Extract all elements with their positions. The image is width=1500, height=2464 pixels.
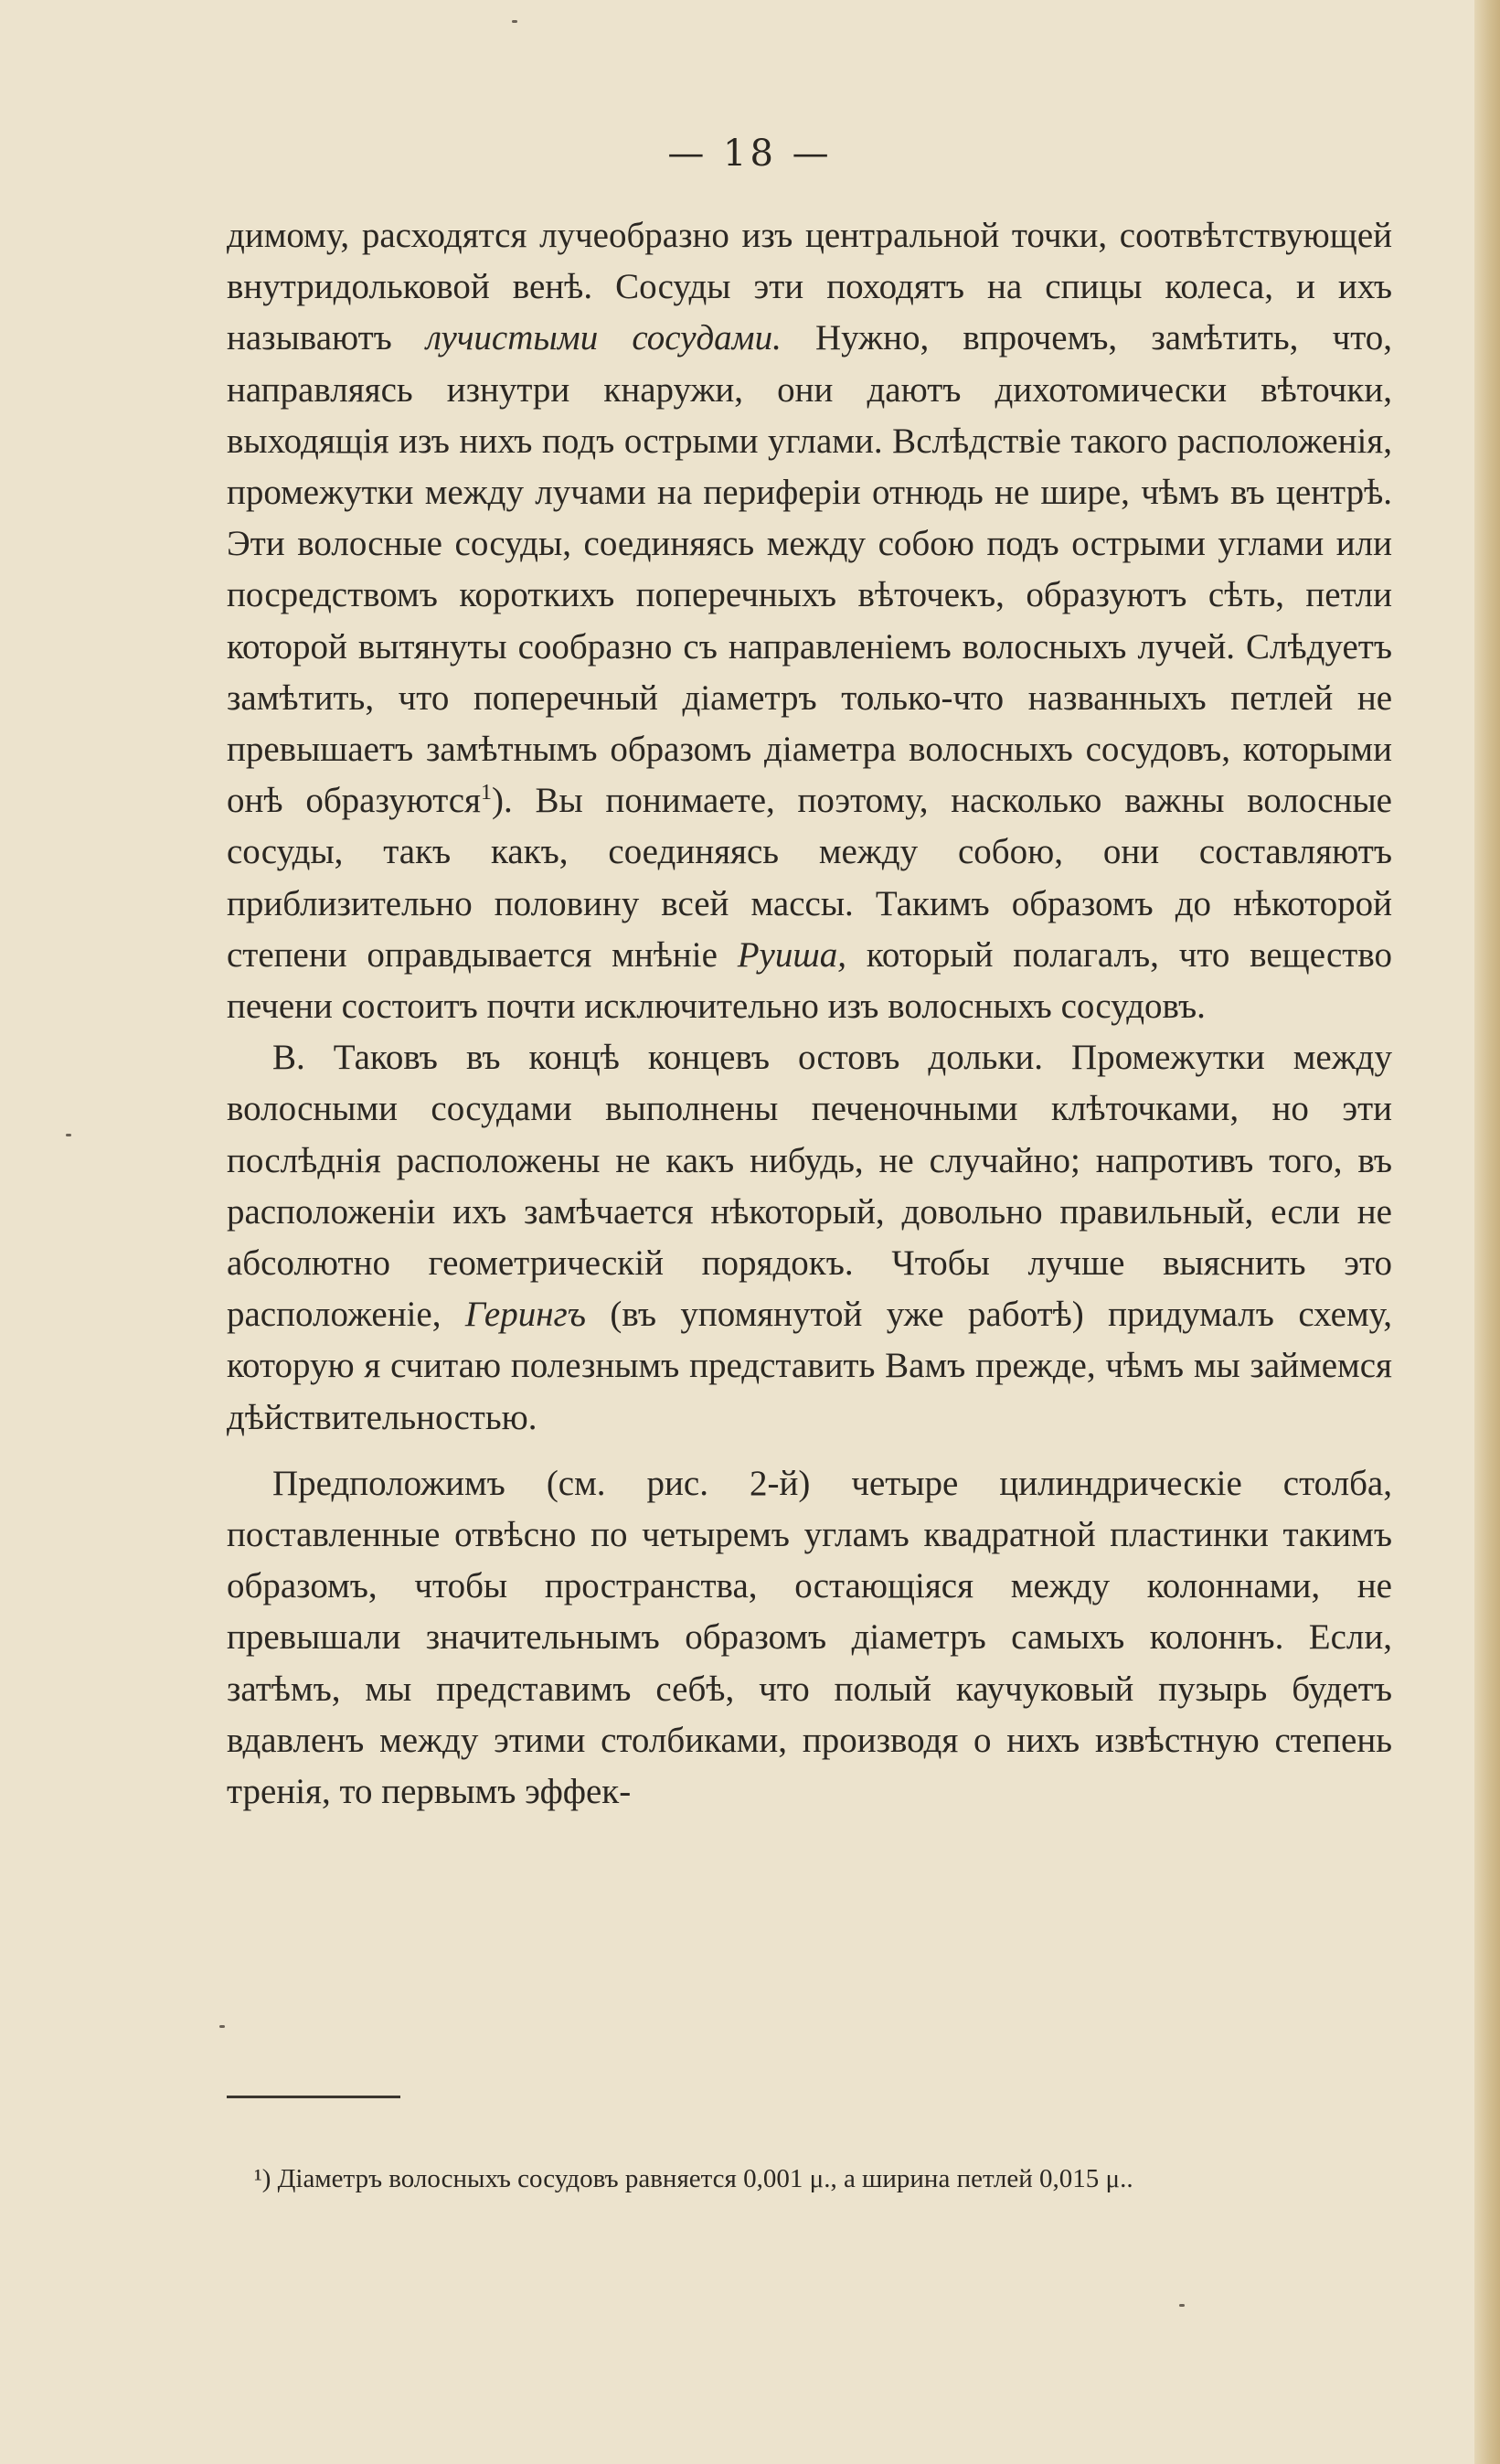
paragraph-1-text-a: димому, расходятся лучеобразно изъ центральной точки, соотвѣтствующей внутридольковой венѣ. Сосуды эти походятъ на спицы колеса, и ихъ называютъ <box>227 216 1392 358</box>
paper-speck <box>512 20 517 23</box>
paragraph-1-text-d: который полагалъ, что вещество печени состоитъ почти исключительно изъ волосныхъ сосудовъ. <box>227 934 1392 1027</box>
footnote-divider <box>227 2096 400 2098</box>
paper-speck <box>219 2025 225 2028</box>
paragraph-1-text-c: ). Вы понимаете, поэтому, насколько важны волосные сосуды, такъ какъ, соединяясь между собою, они составляютъ приблизительно половину всей массы. Такимъ образомъ до нѣкоторой степени оправдывается мнѣніе <box>227 781 1392 975</box>
paragraph-2-text-a: В. Таковъ въ концѣ концевъ остовъ дольки. Промежутки между волосными сосудами выполнены печеночными клѣточками, но эти послѣднія расположены не какъ нибудь, не случайно; напротивъ того, въ расположеніи ихъ замѣчается нѣкоторый, довольно правильный, если не абсолютно геометрическій порядокъ. Чтобы лучше выяснить это расположеніе, <box>227 1038 1392 1335</box>
paragraph-1-text-b: Нужно, впрочемъ, замѣтить, что, направляясь изнутри кнаружи, они даютъ дихотомически вѣточки, выходящія изъ нихъ подъ острыми углами. Вслѣдствіе такого расположенія, промежутки между лучами на периферіи отнюдь не шире, чѣмъ въ центрѣ. Эти волосные сосуды, соединяясь между собою подъ острыми углами или посредствомъ короткихъ поперечныхъ вѣточекъ, образуютъ сѣть, петли которой вытянуты сообразно съ направленіемъ волосныхъ лучей. Слѣдуетъ замѣтить, что поперечный діаметръ только-что названныхъ петлей не превышаетъ замѣтнымъ образомъ діаметра волосныхъ сосудовъ, которыми онѣ образуются <box>227 318 1392 821</box>
paragraph-1-italic-name: Руиша, <box>737 934 847 975</box>
paragraph-2-italic-name: Герингъ <box>464 1295 587 1335</box>
page-number: — 18 — <box>667 133 833 175</box>
footnote: ¹) Діаметръ волосныхъ сосудовъ равняется 0,001 μ., а ширина петлей 0,015 μ.. <box>254 2164 1133 2193</box>
footnote-marker: 1 <box>480 781 492 805</box>
body-text <box>227 210 1392 1818</box>
paragraph-1-italic-term: лучистыми сосудами. <box>426 318 782 358</box>
paragraph-1 <box>227 210 1392 1032</box>
paragraph-2-text-b: (въ упомянутой уже работѣ) придумалъ схему, которую я считаю полезнымъ представить Вамъ прежде, чѣмъ мы займемся дѣйствительностью. <box>227 1295 1392 1437</box>
paragraph-3: Предположимъ (см. рис. 2-й) четыре цилиндрическіе столба, поставленные отвѣсно по четыремъ угламъ квадратной пластинки такимъ образомъ, чтобы пространства, остающіяся между колоннами, не превышали значительнымъ образомъ діаметръ самыхъ колоннъ. Если, затѣмъ, мы представимъ себѣ, что полый каучуковый пузырь будетъ вдавленъ между этими столбиками, производя о нихъ извѣстную степень тренія, то первымъ эффек- <box>227 1463 1392 1812</box>
paper-speck <box>1179 2304 1185 2307</box>
page-edge <box>1474 0 1500 2464</box>
paper-speck <box>66 1134 71 1136</box>
paragraph-2 <box>227 1032 1392 1444</box>
